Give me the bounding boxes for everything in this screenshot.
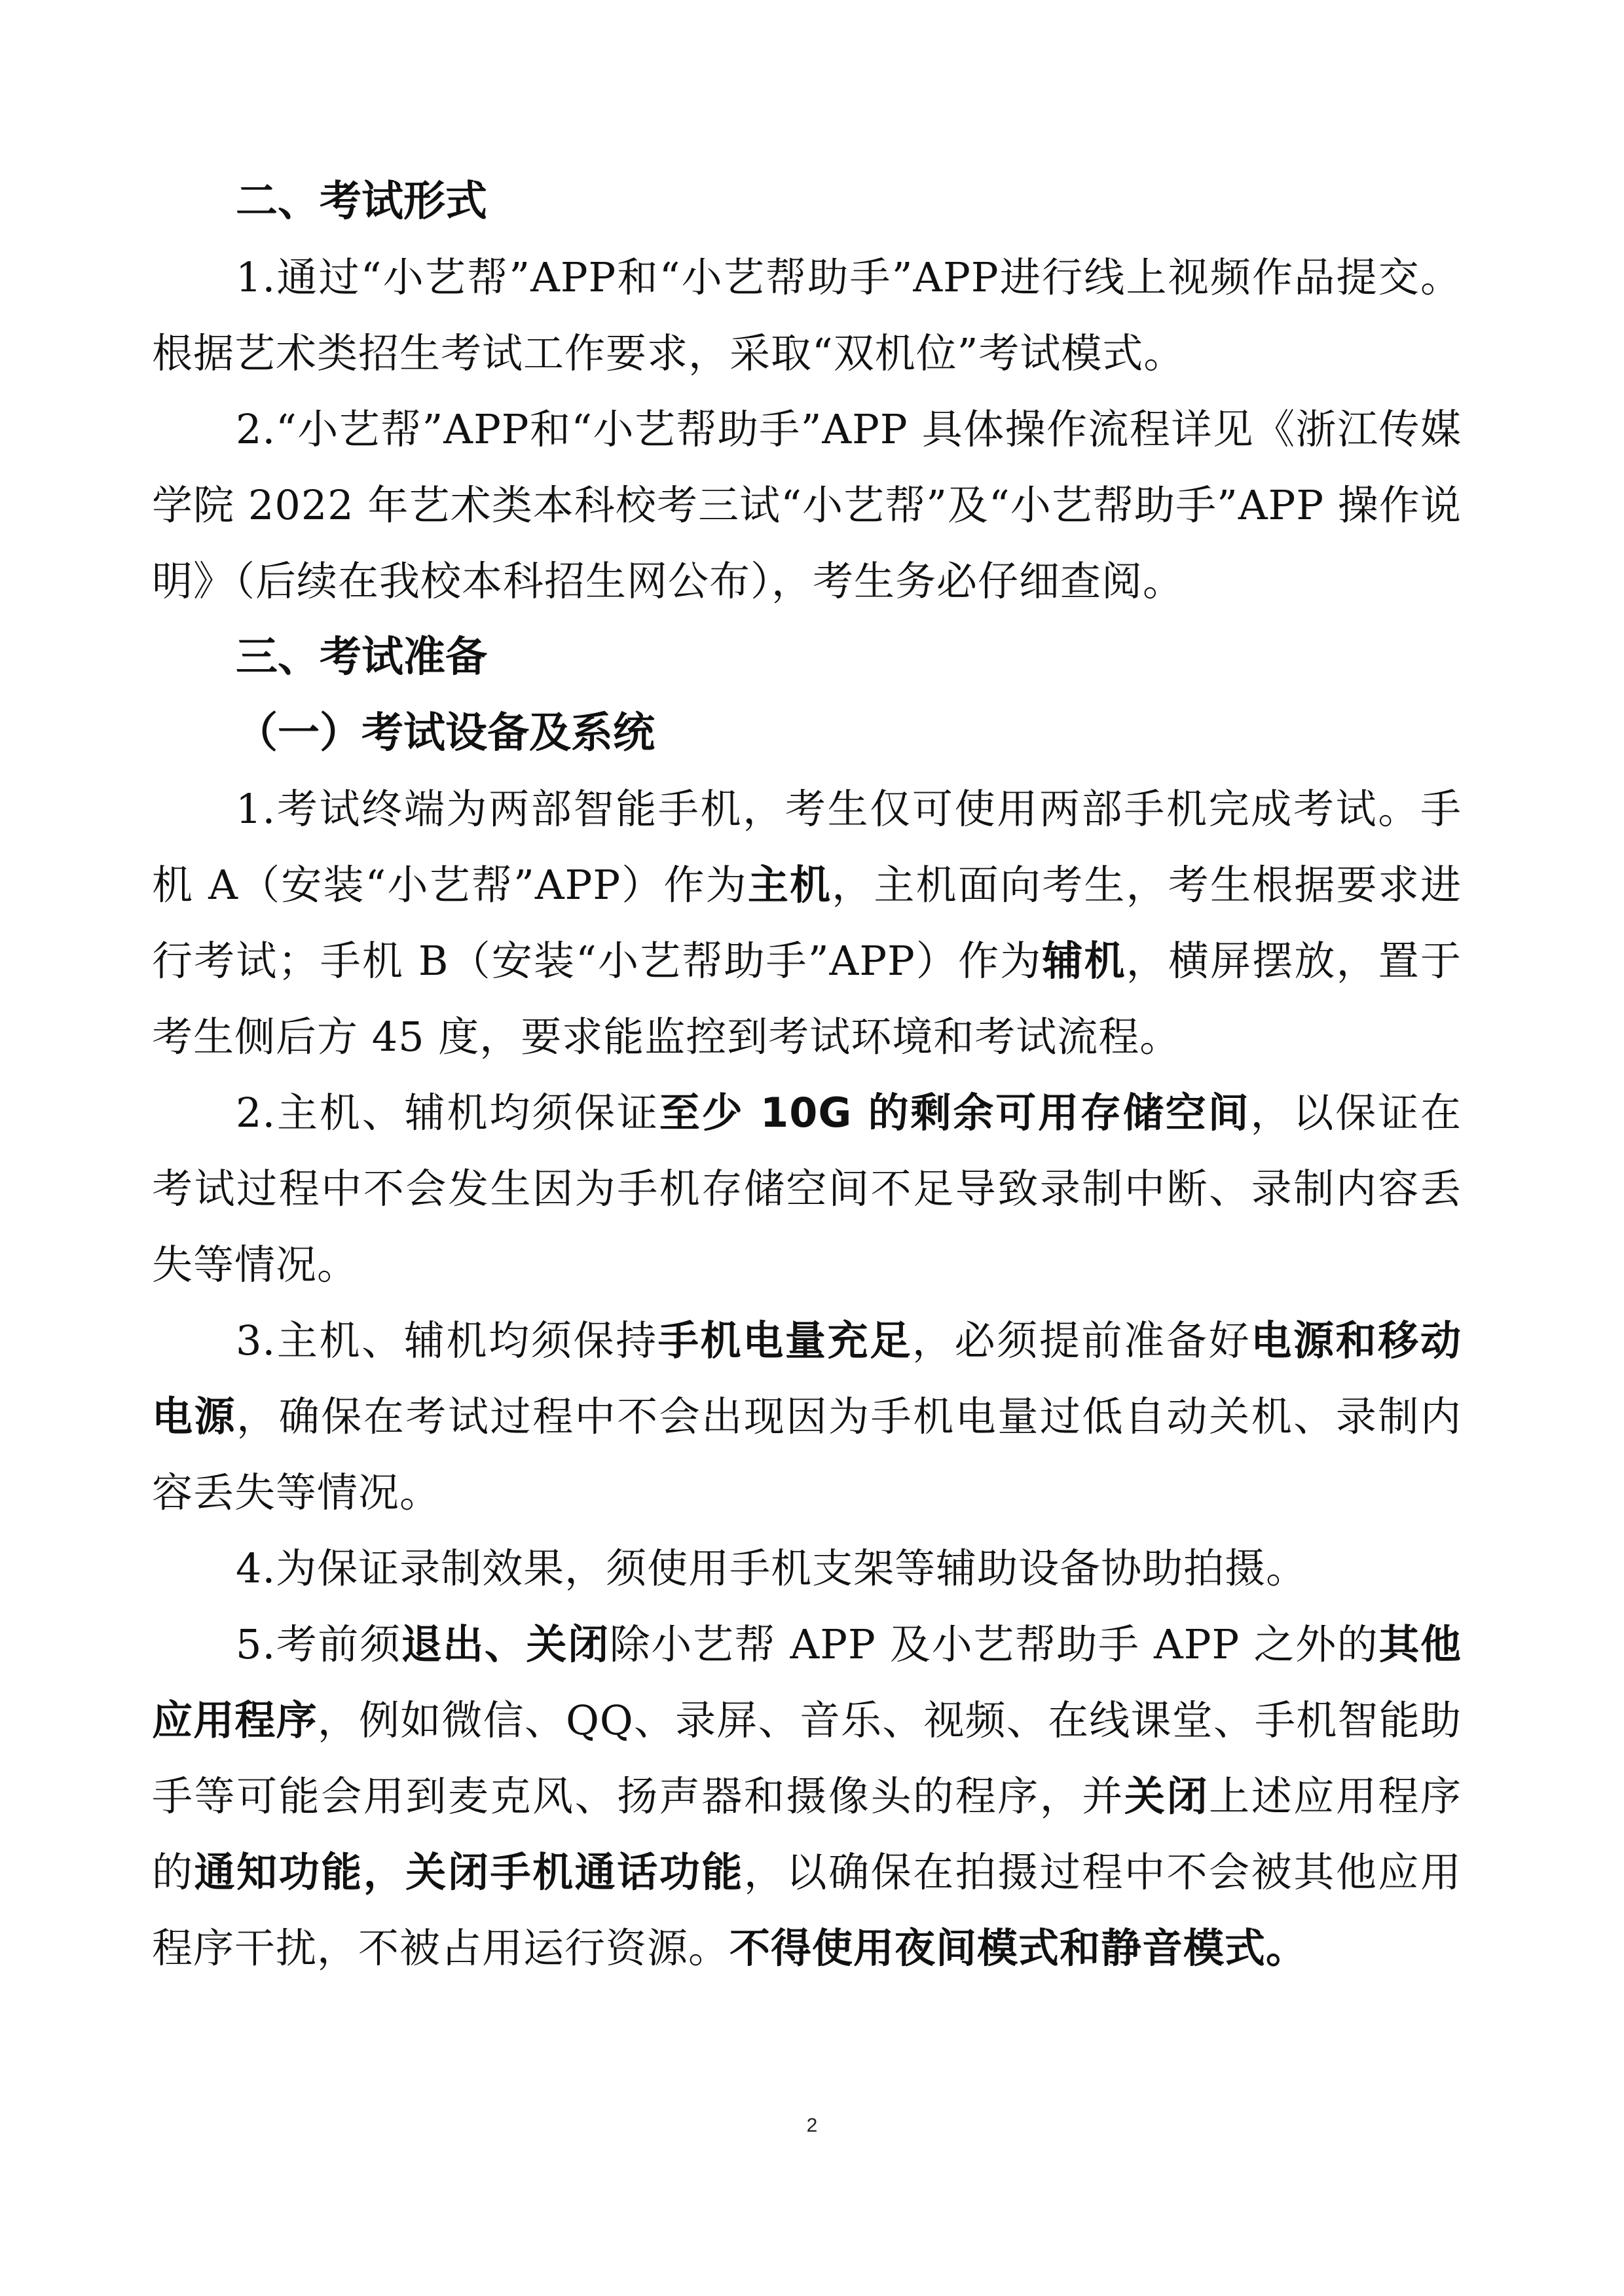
text-run: ，确保在考试过程中不会出现因为手机电量过低自动关机、录制内容丢失等情况。 [152,1393,1462,1516]
paragraph-devices-4: 4.为保证录制效果，须使用手机支架等辅助设备协助拍摄。 [236,1544,1308,1592]
emphasis-power-bank: 电源和移动电源 [152,1317,1462,1440]
paragraph-exam-format-2: 2.“小艺帮”APP和“小艺帮助手”APP 具体操作流程详见《浙江传媒学院 2022 年艺术类本科校考三试“小艺帮”及“小艺帮助手”APP 操作说明》（后续在我校本科招生网公布），考生务必仔细查阅。 [152,405,1462,605]
text-run: 3.主机、辅机均须保持 [236,1317,658,1364]
text-run: ，必须提前准备好 [912,1317,1251,1364]
text-run: ，例如微信、QQ、录屏、音乐、视频、在线课堂、手机智能助手等可能会用到麦克风、扬声器和摄像头的程序，并 [152,1696,1462,1820]
text-run: ，横屏摆放，置于考生侧后方 45 度，要求能监控到考试环境和考试流程。 [152,937,1462,1061]
emphasis-notifications: 通知功能，关闭手机通话功能 [194,1848,744,1896]
emphasis-storage: 至少 10G 的剩余可用存储空间 [659,1089,1251,1137]
page-number: 2 [806,2115,818,2136]
emphasis-close: 关闭 [1124,1772,1209,1820]
text-run: 上述应用程序的 [152,1772,1462,1896]
text-run: 5.考前须 [236,1620,401,1668]
document-body [152,164,1462,1986]
subheading-devices-and-system: （一）考试设备及系统 [236,709,655,757]
paragraph-devices-1 [152,771,1462,1075]
text-run: ，以确保在拍摄过程中不会被其他应用程序干扰，不被占用运行资源。 [152,1848,1462,1972]
emphasis-battery: 手机电量充足 [657,1317,912,1364]
text-run: 1.考试终端为两部智能手机，考生仅可使用两部手机完成考试。手机 A（安装“小艺帮”APP）作为 [152,785,1462,909]
paragraph-devices-5 [152,1607,1462,1986]
text-run: 2.主机、辅机均须保证 [236,1089,659,1137]
emphasis-main-phone: 主机 [747,861,832,909]
emphasis-other-apps: 其他应用程序 [152,1620,1462,1744]
paragraph-devices-3 [152,1303,1462,1531]
section-heading-exam-format: 二、考试形式 [236,177,487,226]
emphasis-exit-close: 退出、关闭 [401,1620,610,1668]
emphasis-no-night-mode: 不得使用夜间模式和静音模式。 [729,1924,1308,1972]
text-run: 除小艺帮 APP 及小艺帮助手 APP 之外的 [609,1620,1379,1668]
emphasis-aux-phone: 辅机 [1042,937,1126,985]
paragraph-exam-format-1: 1.通过“小艺帮”APP和“小艺帮助手”APP进行线上视频作品提交。根据艺术类招生考试工作要求，采取“双机位”考试模式。 [152,253,1462,377]
section-heading-exam-preparation: 三、考试准备 [236,633,487,682]
text-run: ，以保证在考试过程中不会发生因为手机存储空间不足导致录制中断、录制内容丢失等情况。 [152,1089,1462,1288]
paragraph-devices-2 [152,1075,1462,1303]
text-run: ，主机面向考生，考生根据要求进行考试；手机 B（安装“小艺帮助手”APP）作为 [152,861,1462,985]
